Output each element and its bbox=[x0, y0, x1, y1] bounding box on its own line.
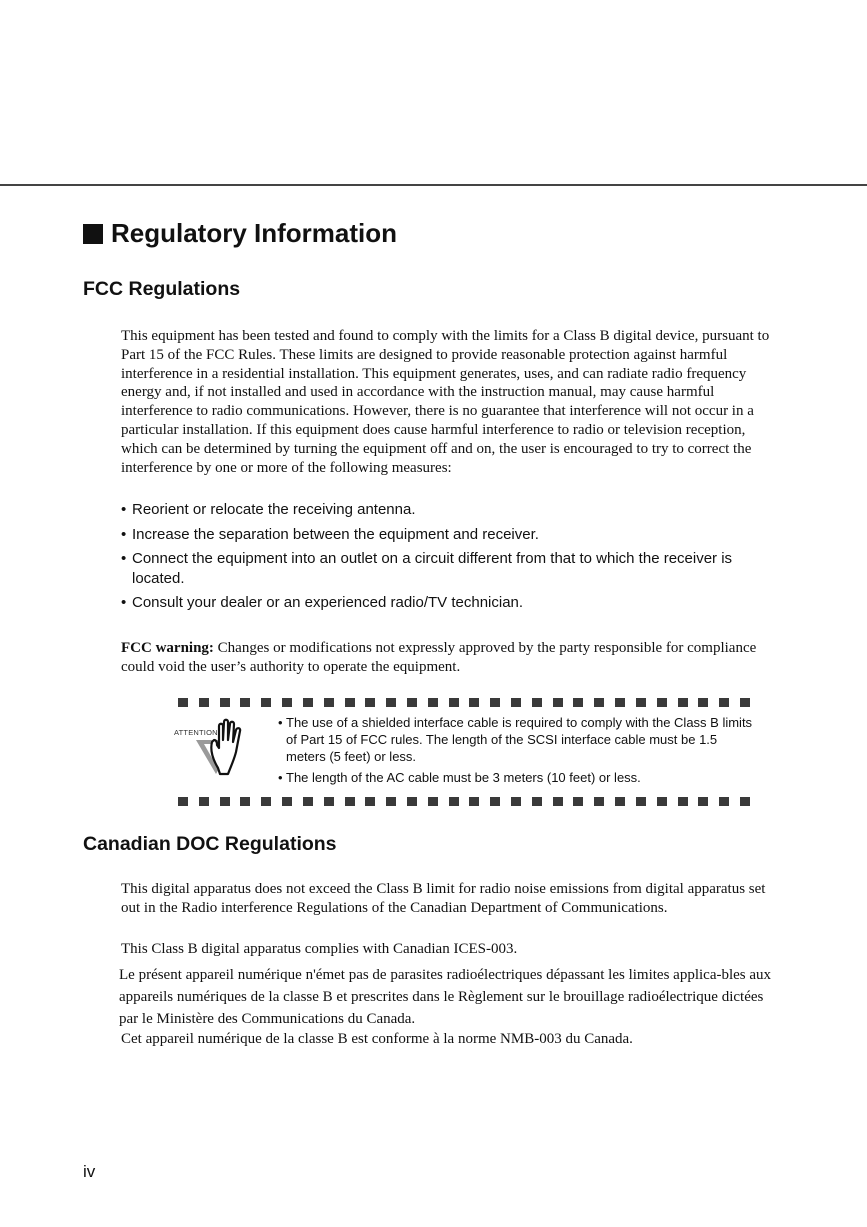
doc-paragraph-french: Le présent appareil numérique n'émet pas de parasites radioélectriques dépassant les limites applica-bles aux appareils numériques de la classe B et prescrites dans le Règlement sur le brouillage radioélectrique dictées par le Ministère des Communications du Canada. bbox=[119, 967, 772, 1027]
border-dash bbox=[636, 698, 646, 707]
border-dash bbox=[740, 797, 750, 806]
border-dash bbox=[490, 698, 500, 707]
fcc-warning bbox=[121, 639, 771, 677]
border-dash bbox=[553, 698, 563, 707]
fcc-warning-text: Changes or modifications not expressly approved by the party responsible for compliance could void the user’s authority to operate the equipment. bbox=[121, 640, 757, 675]
border-dash bbox=[386, 797, 396, 806]
border-dash bbox=[532, 698, 542, 707]
border-dash bbox=[345, 797, 355, 806]
attention-item: • The length of the AC cable must be 3 meters (10 feet) or less. bbox=[278, 769, 758, 786]
border-dash bbox=[698, 698, 708, 707]
border-dash bbox=[178, 797, 188, 806]
border-dash bbox=[740, 698, 750, 707]
border-dash bbox=[324, 698, 334, 707]
border-dash bbox=[657, 698, 667, 707]
border-dash bbox=[240, 797, 250, 806]
border-dash bbox=[324, 797, 334, 806]
border-dash bbox=[636, 797, 646, 806]
border-dash bbox=[469, 698, 479, 707]
attention-icon-block bbox=[174, 718, 260, 776]
measure-item: • Connect the equipment into an outlet on a circuit different from that to which the receiver is located. bbox=[121, 549, 771, 588]
border-dash bbox=[220, 698, 230, 707]
border-dash bbox=[678, 797, 688, 806]
header-rule bbox=[0, 184, 867, 186]
fcc-measures-list bbox=[121, 500, 771, 618]
doc-paragraph: This digital apparatus does not exceed the Class B limit for radio noise emissions from digital apparatus set out in the Radio interference Regulations of the Canadian Department of Communications. bbox=[121, 881, 766, 916]
border-dash bbox=[449, 797, 459, 806]
square-bullet-icon bbox=[83, 224, 103, 244]
border-dash bbox=[573, 797, 583, 806]
border-dash bbox=[303, 797, 313, 806]
attention-list bbox=[278, 714, 758, 790]
fcc-warning-label: FCC warning: bbox=[121, 640, 214, 656]
border-dash bbox=[719, 698, 729, 707]
doc-paragraph-french: Cet appareil numérique de la classe B est conforme à la norme NMB-003 du Canada. bbox=[121, 1031, 633, 1047]
doc-paragraph: This Class B digital apparatus complies with Canadian ICES-003. bbox=[121, 941, 518, 957]
border-dash bbox=[678, 698, 688, 707]
attention-top-border bbox=[178, 698, 750, 707]
attention-item: • The use of a shielded interface cable is required to comply with the Class B limits of Part 15 of FCC rules. The length of the SCSI interface cable must be 1.5 meters (5 feet) or less. bbox=[278, 714, 758, 765]
border-dash bbox=[594, 797, 604, 806]
canadian-doc-heading: Canadian DOC Regulations bbox=[83, 833, 337, 855]
border-dash bbox=[615, 698, 625, 707]
border-dash bbox=[553, 797, 563, 806]
fcc-paragraph: This equipment has been tested and found to comply with the limits for a Class B digital device, pursuant to Part 15 of the FCC Rules. These limits are designed to provide reasonable protection against harmful interference in a residential installation. This equipment generates, uses, and can radiate radio frequency energy and, if not installed and used in accordance with the instruction manual, may cause harmful interference to radio communications. However, there is no guarantee that interference will not occur in a particular installation. If this equipment does cause harmful interference to radio or television reception, which can be determined by turning the equipment off and on, the user is encouraged to try to correct the interference by one or more of the following measures: bbox=[121, 328, 770, 476]
border-dash bbox=[573, 698, 583, 707]
border-dash bbox=[469, 797, 479, 806]
attention-label: ATTENTION bbox=[174, 728, 218, 737]
border-dash bbox=[220, 797, 230, 806]
section-title bbox=[83, 218, 397, 249]
border-dash bbox=[449, 698, 459, 707]
border-dash bbox=[261, 698, 271, 707]
border-dash bbox=[282, 797, 292, 806]
attention-bottom-border bbox=[178, 797, 750, 806]
border-dash bbox=[532, 797, 542, 806]
border-dash bbox=[719, 797, 729, 806]
border-dash bbox=[407, 797, 417, 806]
border-dash bbox=[199, 797, 209, 806]
page-number: iv bbox=[83, 1162, 96, 1181]
border-dash bbox=[178, 698, 188, 707]
border-dash bbox=[428, 797, 438, 806]
border-dash bbox=[407, 698, 417, 707]
border-dash bbox=[282, 698, 292, 707]
border-dash bbox=[428, 698, 438, 707]
measure-item: • Reorient or relocate the receiving antenna. bbox=[121, 500, 771, 520]
fcc-regulations-heading: FCC Regulations bbox=[83, 278, 241, 300]
border-dash bbox=[490, 797, 500, 806]
border-dash bbox=[386, 698, 396, 707]
hand-stop-icon bbox=[174, 718, 260, 776]
border-dash bbox=[511, 698, 521, 707]
border-dash bbox=[365, 797, 375, 806]
border-dash bbox=[345, 698, 355, 707]
border-dash bbox=[365, 698, 375, 707]
border-dash bbox=[240, 698, 250, 707]
border-dash bbox=[303, 698, 313, 707]
section-title-text: Regulatory Information bbox=[111, 218, 398, 248]
border-dash bbox=[698, 797, 708, 806]
border-dash bbox=[199, 698, 209, 707]
border-dash bbox=[657, 797, 667, 806]
measure-item: • Increase the separation between the equipment and receiver. bbox=[121, 525, 771, 545]
border-dash bbox=[511, 797, 521, 806]
border-dash bbox=[261, 797, 271, 806]
measure-item: • Consult your dealer or an experienced radio/TV technician. bbox=[121, 593, 771, 613]
border-dash bbox=[615, 797, 625, 806]
border-dash bbox=[594, 698, 604, 707]
